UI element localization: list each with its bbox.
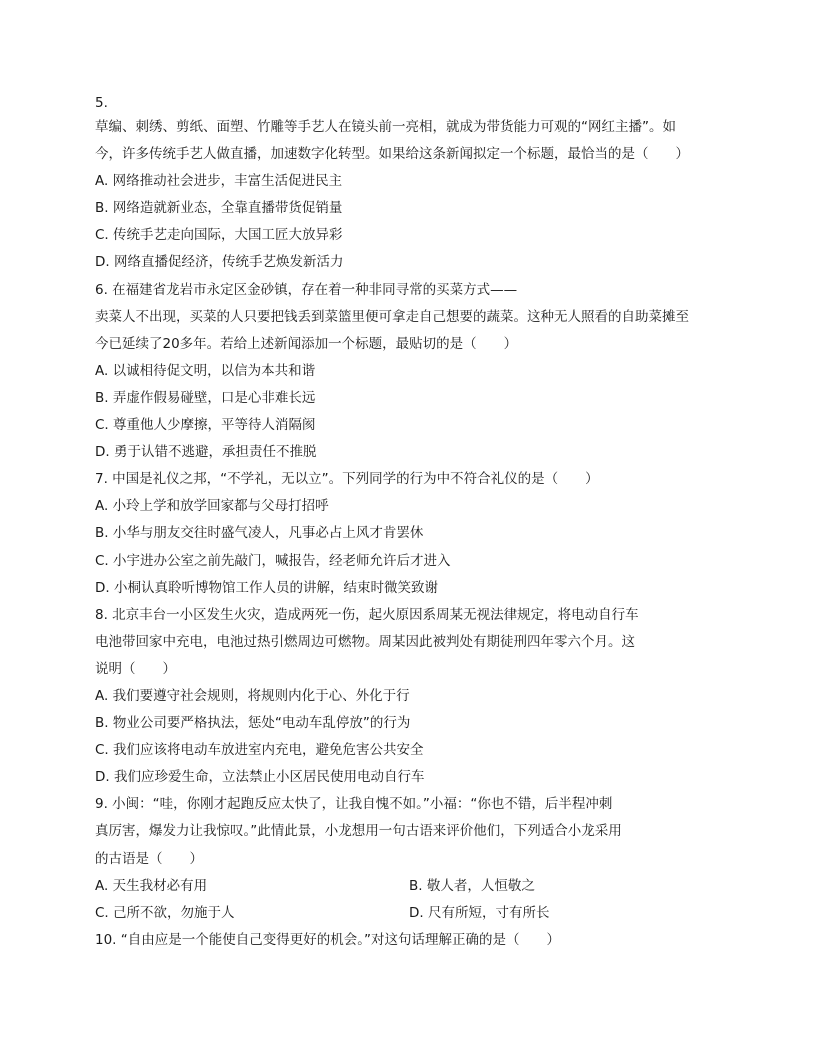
option-a: A. 小玲上学和放学回家都与父母打招呼: [95, 498, 329, 515]
option-b: B. 物业公司要严格执法，惩处“电动车乱停放”的行为: [95, 715, 411, 732]
question-stem-line: 真厉害，爆发力让我惊叹。”此情此景，小龙想用一句古语来评价他们，下列适合小龙采用: [95, 823, 622, 840]
options-row: [95, 873, 725, 900]
document-body: [95, 92, 725, 954]
option-c: C. 小宇进办公室之前先敲门，喊报告，经老师允许后才进入: [95, 552, 451, 569]
option-b: B. 小华与朋友交往时盛气凌人，凡事必占上风才肯罢休: [95, 525, 424, 542]
question-stem-line: 草编、刺绣、剪纸、面塑、竹雕等手艺人在镜头前一亮相，就成为带货能力可观的“网红主播”。如: [95, 119, 676, 135]
question-stem-line: 今已延续了20多年。若给上述新闻添加一个标题，最贴切的是（ ）: [95, 335, 518, 352]
option-c: C. 传统手艺走向国际，大国工匠大放异彩: [95, 227, 343, 244]
option-d: D. 小桐认真聆听博物馆工作人员的讲解，结束时微笑致谢: [95, 579, 438, 596]
option-a: A. 我们要遵守社会规则，将规则内化于心、外化于行: [95, 687, 410, 704]
question-stem-line: 10. “自由应是一个能使自己变得更好的机会。”对这句话理解正确的是（ ）: [95, 931, 560, 948]
question-stem-line: 7. 中国是礼仪之邦，“不学礼，无以立”。下列同学的行为中不符合礼仪的是（ ）: [95, 471, 599, 488]
option-a: A. 以诚相待促文明，以信为本共和谐: [95, 362, 316, 379]
question-10: [95, 927, 725, 954]
option-a: A. 网络推动社会进步，丰富生活促进民主: [95, 173, 343, 190]
question-stem-line: 的古语是（ ）: [95, 850, 203, 867]
option-d: D. 我们应珍爱生命，立法禁止小区居民使用电动自行车: [95, 769, 425, 786]
question-stem-line: 今，许多传统手艺人做直播，加速数字化转型。如果给这条新闻拟定一个标题，最恰当的是（ ）: [95, 146, 689, 163]
option-b: B. 弄虚作假易碰壁，口是心非难长远: [95, 389, 316, 406]
option-d: D. 网络直播促经济，传统手艺焕发新活力: [95, 254, 344, 271]
option-b: B. 网络造就新业态，全靠直播带货促销量: [95, 200, 343, 217]
option-c: C. 我们应该将电动车放进室内充电，避免危害公共安全: [95, 742, 424, 759]
option-d: D. 勇于认错不逃避，承担责任不推脱: [95, 444, 317, 461]
option-c: C. 尊重他人少摩擦，平等待人消隔阂: [95, 417, 316, 434]
question-5-number: 5.: [95, 95, 108, 111]
question-stem-line: 8. 北京丰台一小区发生火灾，造成两死一伤，起火原因系周某无视法律规定，将电动自行车: [95, 606, 639, 623]
question-stem-line: 9. 小闽：“哇，你刚才起跑反应太快了，让我自愧不如。”小福：“你也不错，后半程冲刺: [95, 796, 613, 813]
question-stem-line: 卖菜人不出现，买菜的人只要把钱丢到菜篮里便可拿走自己想要的蔬菜。这种无人照看的自助菜摊至: [95, 308, 689, 325]
question-5: [95, 114, 725, 277]
options-row: [95, 900, 725, 927]
question-6: [95, 277, 725, 467]
question-7: [95, 466, 725, 601]
question-stem-line: 电池带回家中充电，电池过热引燃周边可燃物。周某因此被判处有期徒刑四年零六个月。这: [95, 633, 635, 650]
question-9: [95, 791, 725, 926]
option-c: C. 己所不欲，勿施于人: [95, 904, 235, 921]
option-a: A. 天生我材必有用: [95, 877, 208, 894]
option-d: D. 尺有所短，寸有所长: [409, 904, 550, 921]
question-8: [95, 602, 725, 792]
option-b: B. 敬人者，人恒敬之: [409, 877, 535, 894]
question-stem-line: 说明（ ）: [95, 660, 176, 677]
question-stem-line: 6. 在福建省龙岩市永定区金砂镇，存在着一种非同寻常的买菜方式——: [95, 281, 518, 298]
